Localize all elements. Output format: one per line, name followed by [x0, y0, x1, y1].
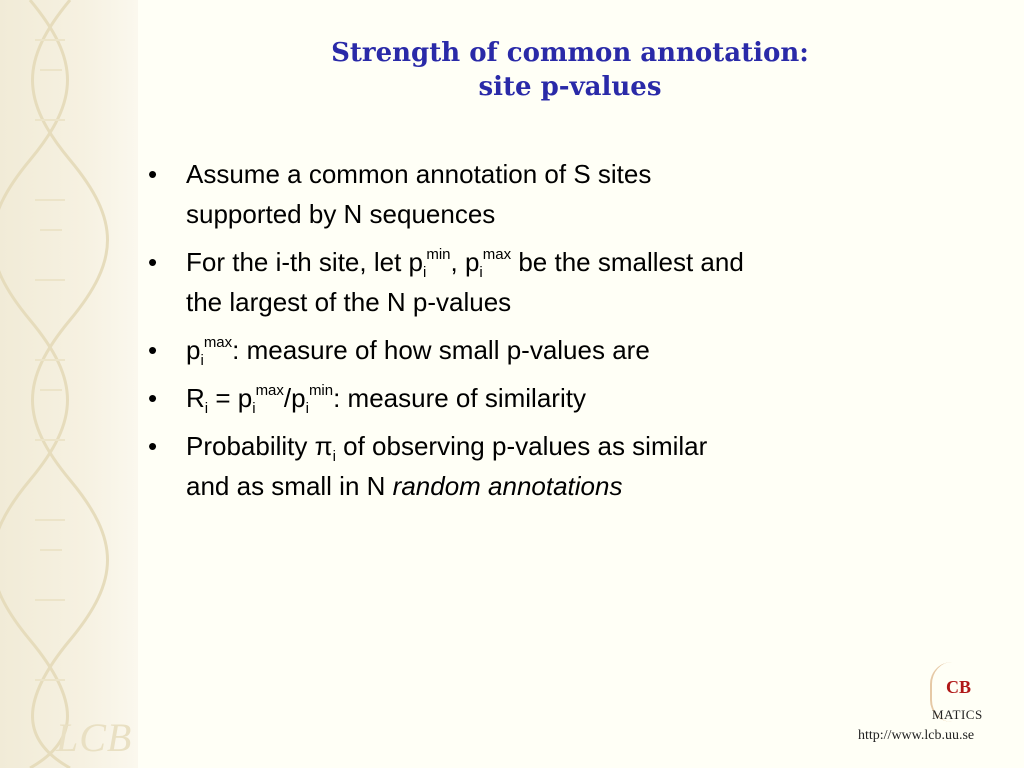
bullet-1	[148, 154, 968, 234]
title-line-2: site p-values	[478, 72, 662, 102]
decorative-side-strip	[0, 0, 138, 768]
superscript: max	[482, 246, 512, 264]
bullet-list	[148, 154, 968, 514]
bullet-3-text: : measure of how small p-values are	[232, 335, 650, 365]
bullet-2-text: be the smallest and	[511, 247, 744, 277]
subscript: i	[479, 264, 483, 282]
subscript: i	[422, 264, 427, 282]
footer-subtitle: MATICS	[932, 707, 983, 722]
bullet-4	[148, 378, 968, 418]
subscript: i	[332, 448, 336, 466]
bullet-5-text: Probability π	[186, 431, 333, 461]
bullet-2-text: For the i-th site, let p	[186, 247, 423, 277]
lcb-watermark: LCB	[56, 715, 133, 760]
bullet-4-text: = p	[208, 383, 253, 413]
footer-url[interactable]: http://www.lcb.uu.se	[858, 728, 975, 743]
bullet-5-italic-text: random annotations	[392, 471, 623, 501]
bullet-5-text: of observing p-values as similar	[335, 431, 708, 461]
bullet-2-text: , p	[450, 247, 480, 277]
superscript: min	[426, 246, 451, 264]
subscript: i	[200, 352, 204, 370]
bullet-5-line-2: and as small in N	[186, 471, 393, 501]
superscript: max	[203, 334, 233, 352]
bullet-4-text: : measure of similarity	[333, 383, 586, 413]
bullet-5	[148, 426, 968, 506]
bullet-3	[148, 330, 968, 370]
bullet-2-line-2: the largest of the N p-values	[186, 287, 512, 317]
footer-logo: CB	[946, 677, 972, 697]
subscript: i	[252, 400, 256, 418]
bullet-4-text: R	[186, 383, 205, 413]
bullet-3-text: p	[186, 335, 201, 365]
bullet-1-line-2: supported by N sequences	[186, 199, 496, 229]
dna-helix-icon	[0, 0, 138, 768]
bullet-1-line-1: Assume a common annotation of S sites	[186, 159, 652, 189]
bullet-4-text: /p	[283, 383, 306, 413]
bullet-2	[148, 242, 968, 322]
slide-title	[220, 36, 920, 104]
subscript: i	[305, 400, 309, 418]
superscript: min	[308, 382, 334, 400]
title-line-1: Strength of common annotation:	[331, 38, 809, 68]
subscript: i	[204, 400, 209, 418]
superscript: max	[255, 382, 284, 400]
